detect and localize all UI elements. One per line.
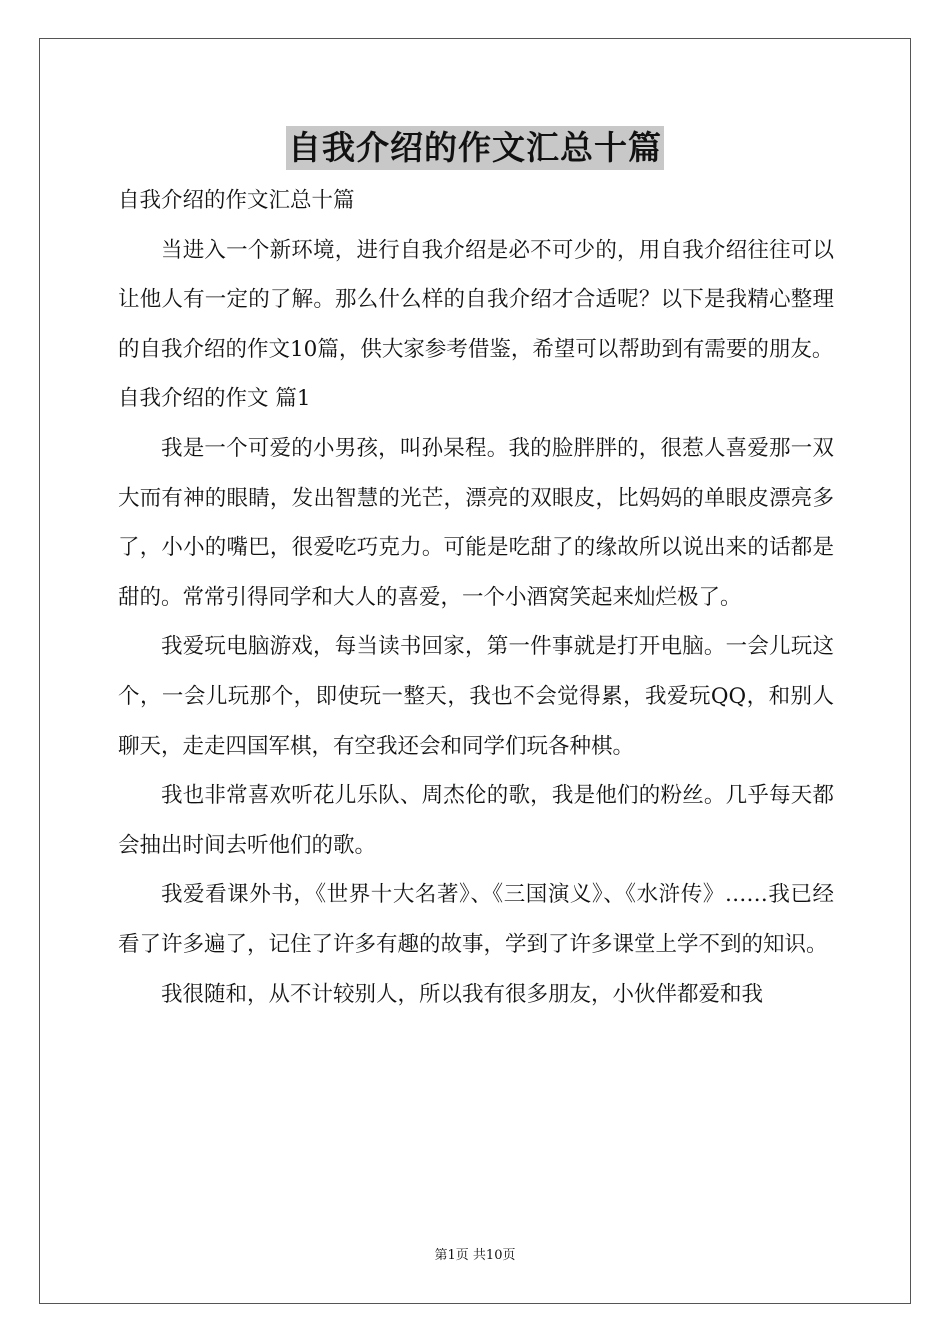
- document-body: [118, 176, 834, 1019]
- paragraph: 当进入一个新环境，进行自我介绍是必不可少的，用自我介绍往往可以让他人有一定的了解。那么什么样的自我介绍才合适呢？以下是我精心整理的自我介绍的作文10篇，供大家参考借鉴，希望可以帮助到有需要的朋友。: [118, 237, 834, 362]
- paragraph: 我爱玩电脑游戏，每当读书回家，第一件事就是打开电脑。一会儿玩这个，一会儿玩那个，即使玩一整天，我也不会觉得累，我爱玩QQ，和别人聊天，走走四国军棋，有空我还会和同学们玩各种棋。: [118, 634, 834, 759]
- paragraph: 我爱看课外书，《世界十大名著》、《三国演义》、《水浒传》……我已经看了许多遍了，记住了许多有趣的故事，学到了许多课堂上学不到的知识。: [118, 882, 834, 957]
- title-container: [0, 126, 950, 170]
- paragraph: 自我介绍的作文 篇1: [118, 386, 311, 412]
- paragraph: 自我介绍的作文汇总十篇: [118, 188, 355, 213]
- page-footer: 第1页 共10页: [434, 1248, 516, 1263]
- paragraph: 我也非常喜欢听花儿乐队、周杰伦的歌，我是他们的粉丝。几乎每天都会抽出时间去听他们的歌。: [118, 783, 834, 858]
- document-title: 自我介绍的作文汇总十篇: [286, 126, 664, 170]
- paragraph: 我是一个可爱的小男孩，叫孙杲程。我的脸胖胖的，很惹人喜爱那一双大而有神的眼睛，发出智慧的光芒，漂亮的双眼皮，比妈妈的单眼皮漂亮多了，小小的嘴巴，很爱吃巧克力。可能是吃甜了的缘故所以说出来的话都是甜的。常常引得同学和大人的喜爱，一个小酒窝笑起来灿烂极了。: [118, 435, 834, 610]
- paragraph: 我很随和，从不计较别人，所以我有很多朋友，小伙伴都爱和我: [161, 981, 764, 1007]
